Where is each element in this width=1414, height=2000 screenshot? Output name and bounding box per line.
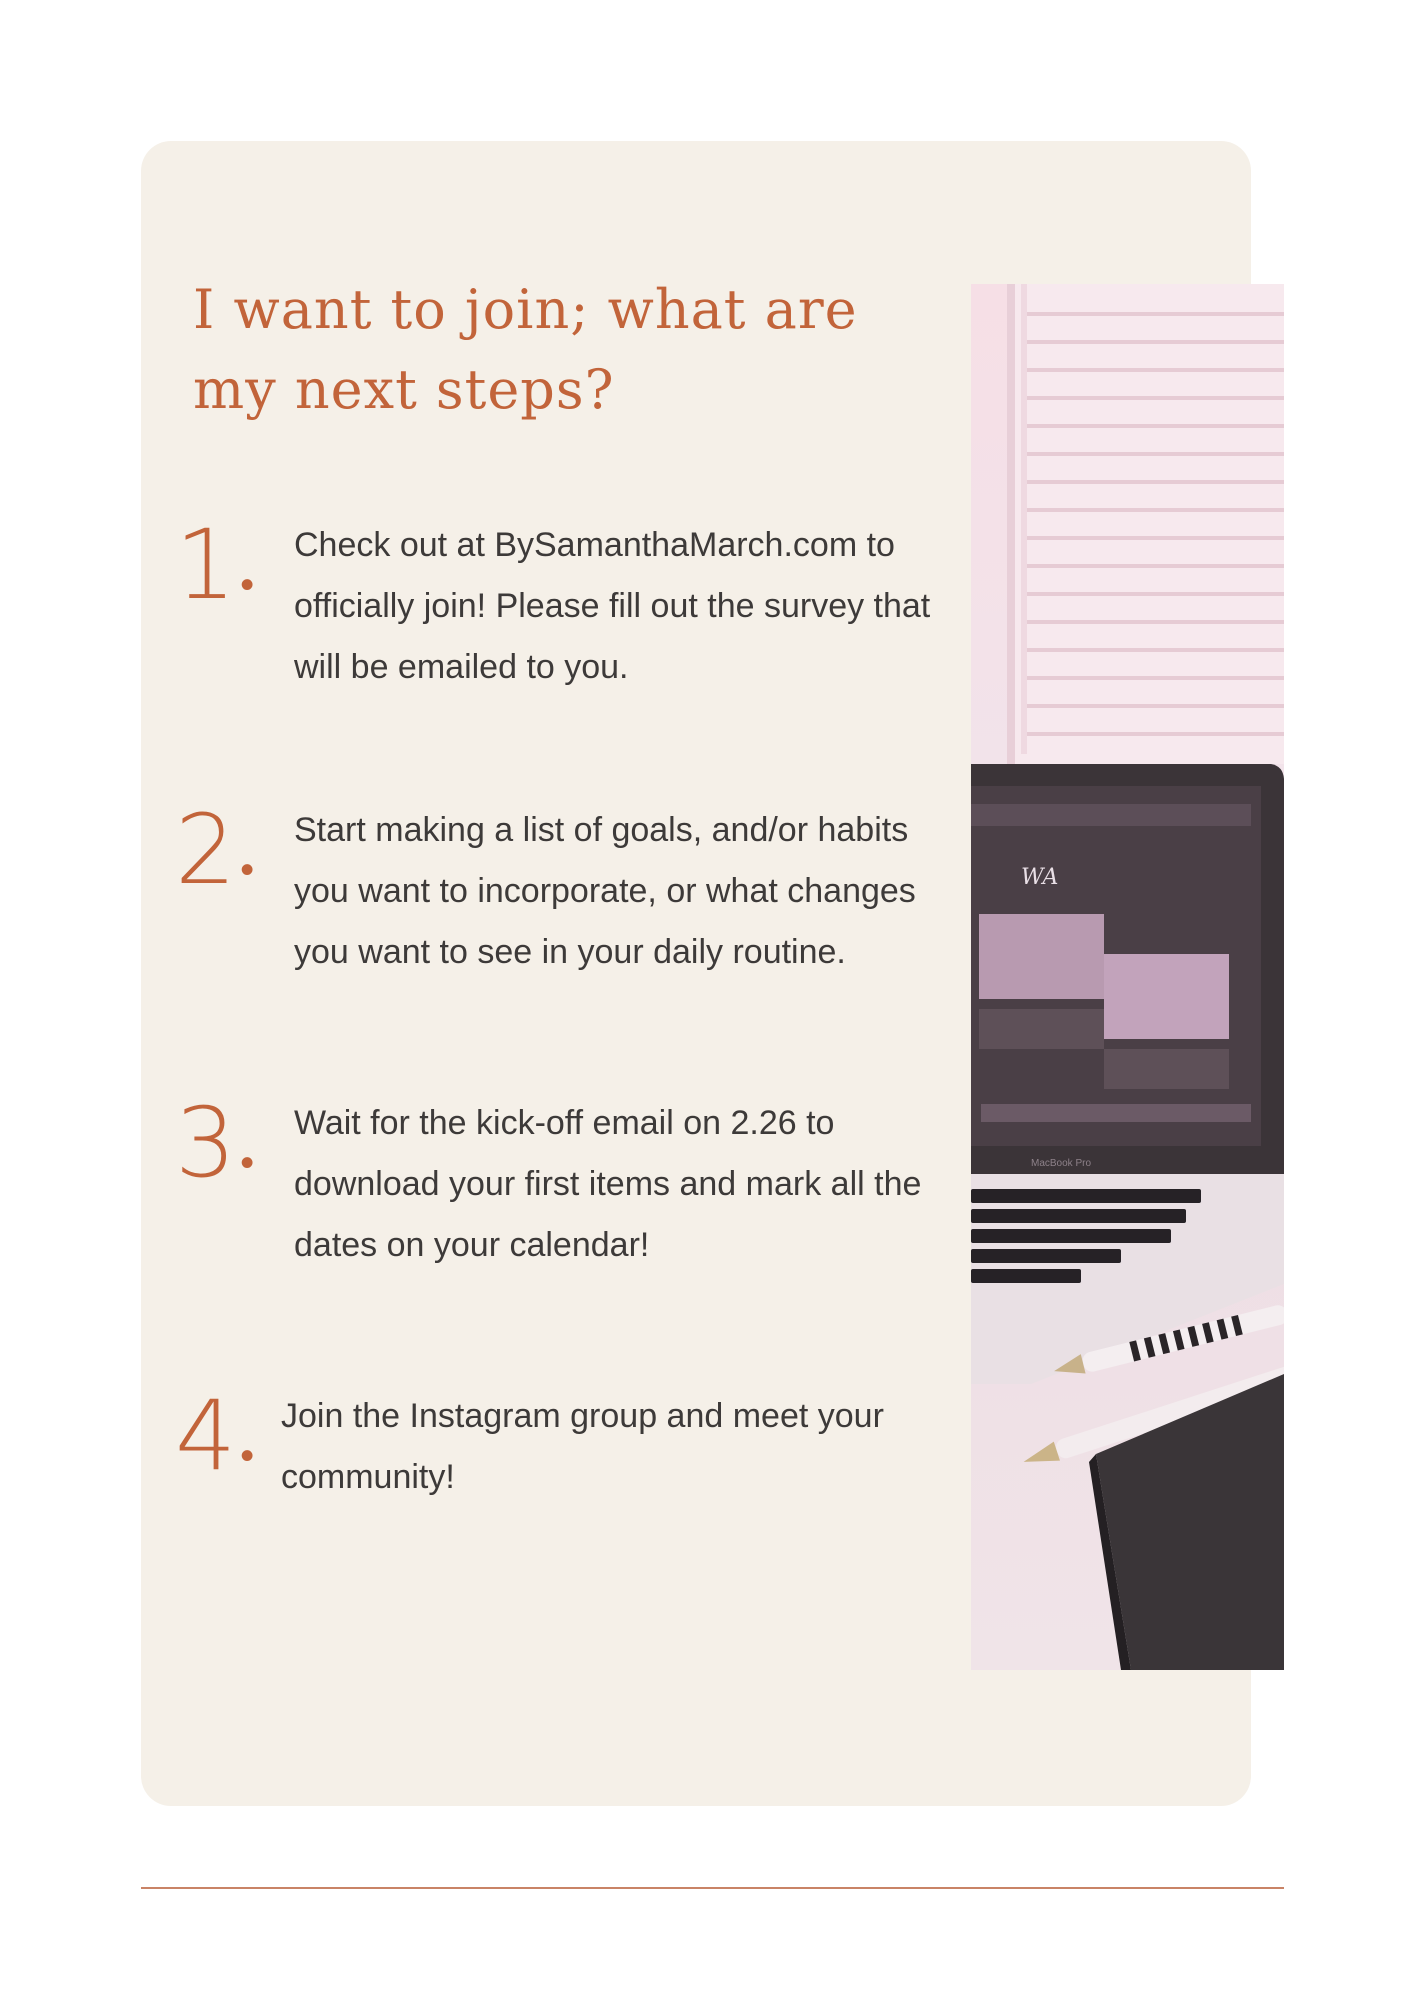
step-number-3: 3 • xyxy=(175,1087,255,1199)
step-number-2: 2 • xyxy=(175,794,255,906)
laptop-desk-illustration xyxy=(971,284,1284,1670)
screen-logo: WA xyxy=(1021,865,1059,890)
laptop-desk-photo xyxy=(971,284,1284,1670)
footer-rule xyxy=(141,1887,1284,1889)
step-number-4: 4 • xyxy=(175,1380,255,1492)
laptop-brand-label: MacBook Pro xyxy=(1031,1158,1092,1169)
step-number-1: 1 • xyxy=(175,509,255,621)
step-text-3: Wait for the kick-off email on 2.26 to download your first items and mark all the dates on your calendar! xyxy=(294,1104,922,1264)
page-title: I want to join; what are my next steps? xyxy=(193,278,858,421)
step-text-4: Join the Instagram group and meet your community! xyxy=(281,1397,884,1496)
step-text-2: Start making a list of goals, and/or habits you want to incorporate, or what changes you want to see in your daily routine. xyxy=(294,811,916,971)
step-text-1: Check out at BySamanthaMarch.com to officially join! Please fill out the survey that will be emailed to you. xyxy=(294,526,931,686)
